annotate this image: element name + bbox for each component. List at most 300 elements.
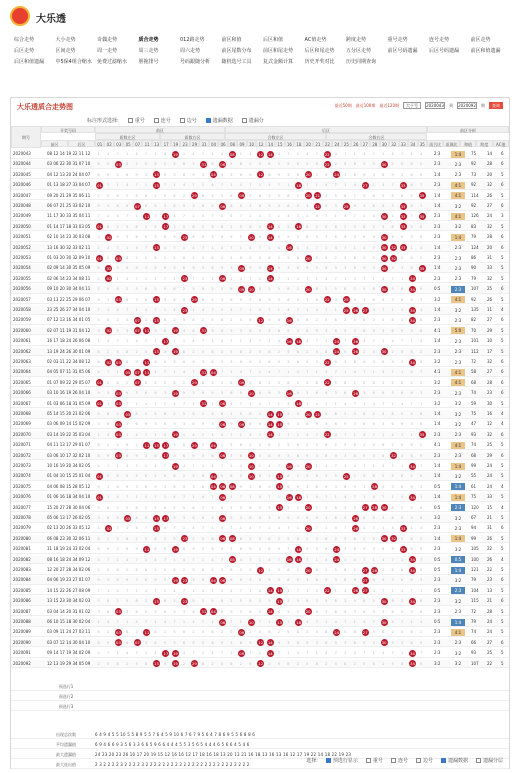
miss-count: 5 [182, 412, 186, 416]
miss-count: 4 [410, 183, 413, 188]
miss-count: 2 [230, 318, 233, 323]
ac-value: 3 [501, 213, 504, 219]
miss-count: 4 [220, 526, 224, 531]
miss-count: 4 [325, 370, 328, 375]
miss-count: 9 [230, 422, 233, 427]
miss-count: 3 [391, 578, 394, 583]
miss-count: 2 [277, 256, 280, 260]
miss-count: 2 [296, 474, 299, 479]
table-row [11, 223, 509, 232]
draw-numbers: 09 20 21 29 35 06 11 [47, 192, 91, 198]
number-ball: 14 [267, 151, 273, 157]
miss-count: 5 [306, 661, 309, 666]
miss-count: 9 [201, 422, 205, 427]
miss-count: 4 [372, 588, 375, 593]
nav-link[interactable]: 胆拖排号 [138, 59, 159, 65]
miss-count: 7 [325, 495, 328, 500]
miss-count: 8 [268, 443, 271, 448]
legend-option[interactable] [416, 757, 433, 764]
sum-value: 47 [471, 421, 477, 427]
miss-count: 6 [363, 328, 366, 333]
miss-count: 3 [201, 640, 205, 645]
miss-count: 5 [258, 443, 261, 448]
legend-option[interactable] [326, 757, 358, 764]
miss-count: 2 [182, 474, 186, 479]
miss-count: 3 [163, 204, 167, 208]
nav-link[interactable]: 复式金额计算 [263, 59, 294, 65]
miss-count: 8 [325, 536, 328, 541]
forecast-row-label: 预选行2 [58, 694, 74, 699]
number-ball: 18 [296, 557, 302, 563]
number-ball: 26 [353, 525, 359, 531]
marker-option[interactable] [128, 117, 145, 124]
miss-count: 6 [116, 578, 119, 583]
nav-link[interactable]: 质合走势 [138, 37, 159, 43]
miss-count: 7 [401, 152, 404, 156]
legend-option[interactable] [391, 757, 408, 764]
miss-count: 3 [420, 297, 423, 302]
sum-value: 94 [471, 525, 477, 531]
draw-numbers: 01 14 17 18 33 03 05 [47, 223, 91, 229]
number-ball: 20 [305, 505, 311, 511]
issue-number: 2020090 [13, 639, 31, 645]
span-value: 24 [487, 619, 493, 624]
miss-count: 3 [363, 297, 366, 302]
issue-number: 2020065 [13, 379, 31, 385]
miss-count: 2 [106, 256, 110, 260]
miss-count: 8 [391, 412, 394, 416]
miss-count: 6 [97, 360, 100, 364]
prime-composite-ratio: 2:3 [434, 317, 441, 323]
miss-count: 6 [116, 484, 119, 489]
analysis-cells [431, 160, 509, 168]
span-value: 21 [487, 515, 493, 520]
miss-count: 3 [306, 578, 309, 583]
nav-link[interactable]: 前区和值 [221, 37, 242, 43]
nav-link[interactable]: 历史同期查询 [346, 59, 377, 65]
miss-count: 7 [410, 588, 413, 593]
miss-count: 5 [363, 380, 366, 385]
miss-count: 9 [306, 266, 309, 271]
nav-link[interactable]: 后区走势 [14, 48, 35, 54]
nav-link[interactable]: 重号走势 [387, 37, 408, 43]
miss-count: 9 [258, 328, 261, 333]
nav-link[interactable]: 免费过滤缩水 [97, 59, 128, 65]
miss-count: 4 [144, 495, 148, 500]
number-ball: 03 [116, 453, 121, 459]
number-ball: 34 [410, 317, 415, 323]
miss-count: 1 [125, 339, 129, 344]
prime-even-ratio: 3:2 [454, 411, 462, 417]
number-ball: 03 [116, 609, 121, 615]
number-ball: 13 [153, 661, 159, 667]
miss-count: 6 [192, 328, 195, 333]
miss-count: 2 [116, 224, 119, 229]
miss-count: 4 [106, 620, 110, 624]
prime-composite-ratio: 1:4 [434, 265, 441, 271]
prime-even-ratio: 1:4 [451, 483, 465, 490]
miss-count: 6 [182, 360, 186, 364]
number-ball: 30 [381, 640, 387, 646]
statistic-label: 最大遗漏值 [56, 752, 76, 757]
miss-count: 9 [334, 640, 337, 645]
miss-count: 6 [315, 578, 318, 583]
miss-count: 6 [334, 516, 337, 520]
analysis-cells [431, 233, 509, 241]
draw-numbers: 04 06 19 23 27 01 07 [47, 577, 91, 583]
nav-link[interactable]: 前区和尾走势 [263, 48, 294, 54]
miss-count: 3 [344, 172, 347, 177]
checkbox[interactable] [128, 118, 133, 123]
miss-count: 9 [287, 328, 290, 333]
analysis-cells [431, 587, 509, 595]
sum-value: 101 [471, 338, 479, 344]
miss-count: 9 [97, 297, 100, 302]
compare-select[interactable]: 大于号 [403, 102, 421, 109]
draw-numbers: 03 06 09 14 15 02 09 [47, 421, 91, 427]
miss-count: 1 [230, 183, 233, 188]
miss-count: 4 [116, 214, 119, 219]
number-ball: 24 [334, 338, 340, 344]
legend-option[interactable] [441, 757, 468, 764]
miss-count: 2 [192, 630, 195, 635]
miss-count: 1 [315, 651, 318, 656]
miss-count: 1 [192, 495, 195, 500]
back-header: 后区 [225, 126, 427, 133]
miss-count: 5 [220, 568, 224, 572]
nav-link[interactable]: 周六走势 [180, 48, 201, 54]
miss-count: 2 [173, 505, 176, 510]
nav-link[interactable]: 奇偶走势 [97, 37, 118, 43]
miss-count: 2 [201, 318, 205, 323]
miss-count: 9 [382, 391, 385, 396]
nav-link[interactable]: 连号走势 [429, 37, 450, 43]
miss-count: 8 [230, 193, 233, 198]
miss-count: 6 [192, 235, 195, 240]
miss-count: 7 [382, 588, 385, 593]
miss-count: 1 [268, 526, 271, 531]
miss-count: 2 [287, 224, 290, 229]
nav-link[interactable]: 随机选号工具 [221, 59, 252, 65]
miss-count: 7 [382, 308, 385, 312]
number-ball: 30 [381, 245, 387, 251]
nav-link[interactable]: 综合走势 [14, 37, 35, 43]
span-value: 33 [487, 265, 493, 271]
miss-count: 8 [420, 412, 423, 416]
draw-numbers: 16 17 18 24 26 06 08 [47, 338, 91, 344]
nav-link[interactable]: 012路走势 [180, 37, 205, 43]
nav-link[interactable]: 前区走势 [470, 37, 491, 43]
nav-link[interactable]: 跨度走势 [346, 37, 367, 43]
number-cells [95, 628, 427, 636]
miss-count: 9 [211, 297, 214, 302]
miss-count: 8 [230, 380, 233, 385]
analysis-cells [431, 223, 509, 231]
prime-composite-ratio: 2:3 [434, 608, 441, 614]
miss-count: 6 [287, 297, 290, 302]
nav-link[interactable]: 前区号码遗漏 [387, 48, 418, 54]
span-value: 24 [487, 483, 493, 489]
nav-link[interactable]: 中5保4组合缩水 [55, 59, 92, 65]
number-ball: 19 [172, 328, 178, 334]
marker-option[interactable] [154, 117, 171, 124]
miss-count: 5 [192, 474, 195, 479]
marker-option[interactable] [180, 117, 197, 124]
miss-count: 7 [401, 620, 404, 624]
ac-value: 4 [501, 421, 504, 427]
miss-count: 1 [239, 620, 243, 624]
miss-count: 3 [230, 453, 233, 458]
miss-count: 6 [306, 422, 309, 427]
statistic-label: 最大连出值 [56, 762, 76, 767]
miss-count: 6 [363, 609, 366, 614]
number-ball: 13 [153, 317, 159, 323]
miss-count: 2 [135, 256, 138, 260]
miss-count: 3 [97, 235, 100, 240]
nav-link[interactable]: 后区号码遗漏 [429, 48, 460, 54]
checkbox[interactable] [366, 758, 371, 763]
miss-count: 2 [296, 661, 299, 666]
number-ball: 12 [258, 661, 264, 667]
miss-count: 3 [220, 297, 224, 302]
miss-count: 1 [163, 401, 167, 406]
miss-count: 7 [268, 401, 271, 406]
number-ball: 32 [391, 453, 396, 459]
miss-count: 7 [201, 432, 205, 437]
checkbox[interactable] [242, 118, 247, 123]
site-logo-icon[interactable] [10, 6, 30, 26]
miss-count: 7 [125, 495, 129, 500]
miss-count: 4 [154, 557, 157, 562]
issue-number: 2020057 [13, 296, 31, 302]
number-ball: 19 [172, 390, 178, 396]
miss-count: 9 [277, 360, 280, 364]
issue-number: 2020077 [13, 504, 31, 510]
analysis-cells [431, 296, 509, 304]
forecast-row[interactable] [11, 703, 509, 711]
miss-count: 2 [135, 443, 138, 448]
miss-count: 5 [410, 224, 413, 229]
miss-count: 9 [344, 235, 347, 240]
miss-count: 3 [182, 422, 186, 427]
issue-number: 2020086 [13, 598, 31, 604]
option-label: 重号 [134, 118, 145, 124]
miss-count: 3 [182, 609, 186, 614]
miss-count: 1 [277, 308, 280, 312]
miss-count: 9 [192, 640, 195, 645]
miss-count: 3 [325, 328, 328, 333]
legend-option[interactable] [476, 757, 503, 764]
miss-count: 8 [211, 630, 214, 635]
prime-composite-ratio: 1:4 [434, 473, 441, 479]
checkbox[interactable] [154, 118, 159, 123]
miss-count: 9 [315, 516, 318, 520]
nav-link[interactable]: 后区和值 [263, 37, 284, 43]
miss-count: 8 [192, 224, 195, 229]
miss-count: 8 [420, 224, 423, 229]
checkbox[interactable] [206, 118, 211, 123]
analysis-cells [431, 244, 509, 252]
checkbox[interactable] [476, 758, 481, 763]
miss-count: 9 [287, 235, 290, 240]
nav-link[interactable]: 前区和值遗漏 [470, 48, 501, 54]
query-button[interactable]: 查询 [489, 102, 503, 109]
number-ball: 06 [220, 494, 226, 500]
number-ball: 33 [400, 213, 406, 219]
miss-count: 9 [401, 328, 404, 333]
miss-count: 7 [277, 557, 280, 562]
draw-numbers: 01 04 10 15 25 01 04 [47, 473, 91, 479]
miss-count: 6 [401, 391, 404, 396]
miss-count: 5 [382, 224, 385, 229]
miss-count: 6 [363, 235, 366, 240]
table-row [11, 420, 509, 429]
miss-count: 2 [296, 287, 299, 292]
sum-value: 100 [471, 556, 479, 562]
miss-count: 5 [173, 536, 176, 541]
miss-count: 9 [372, 328, 375, 333]
miss-count: 6 [230, 297, 233, 302]
column-header: 11 [142, 140, 151, 147]
legend-option[interactable] [366, 757, 383, 764]
nav-link[interactable]: 后区和尾走势 [304, 48, 335, 54]
checkbox[interactable] [180, 118, 185, 123]
number-ball: 02 [106, 234, 112, 240]
checkbox[interactable] [326, 758, 331, 763]
miss-count: 7 [391, 464, 394, 468]
checkbox[interactable] [441, 758, 446, 763]
miss-count: 6 [382, 360, 385, 364]
miss-count: 5 [344, 162, 347, 167]
number-ball: 35 [419, 193, 425, 199]
nav-link[interactable]: AC值走势 [304, 37, 327, 43]
nav-link[interactable]: 五分区走势 [346, 48, 372, 54]
miss-count: 4 [192, 526, 195, 531]
analysis-cells [431, 566, 509, 574]
nav-link[interactable]: 周三走势 [138, 48, 159, 54]
miss-count: 6 [173, 297, 176, 302]
miss-count: 1 [353, 245, 356, 250]
analysis-cells [431, 514, 509, 522]
span-value: 27 [487, 639, 493, 645]
miss-count: 7 [306, 651, 309, 656]
from-issue-input[interactable]: 2020043 [426, 103, 444, 108]
analysis-cells [431, 410, 509, 418]
miss-count: 1 [106, 588, 110, 593]
forecast-row[interactable] [11, 693, 509, 701]
marker-option[interactable] [206, 117, 233, 124]
prime-composite-ratio: 2:3 [434, 546, 441, 552]
table-row [11, 171, 509, 180]
miss-count: 3 [239, 328, 243, 333]
statistic-row [11, 741, 509, 749]
miss-count: 3 [201, 360, 205, 364]
nav-link[interactable]: 前区尾数分布 [221, 48, 252, 54]
miss-count: 8 [144, 474, 148, 479]
number-cells [95, 212, 427, 220]
miss-count: 4 [363, 526, 366, 531]
miss-count: 8 [287, 661, 290, 666]
nav-link[interactable]: 号码跟随分析 [180, 59, 211, 65]
miss-count: 6 [277, 609, 280, 614]
miss-count: 7 [296, 588, 299, 593]
sum-value: 114 [471, 192, 479, 198]
miss-count: 6 [401, 297, 404, 302]
miss-count: 2 [192, 256, 195, 260]
miss-count: 2 [182, 193, 186, 198]
miss-count: 9 [277, 172, 280, 177]
nav-link[interactable]: 大小走势 [55, 37, 76, 43]
miss-count: 2 [420, 256, 423, 260]
marker-option[interactable] [242, 117, 264, 124]
number-ball: 03 [116, 640, 121, 646]
miss-count: 9 [325, 204, 328, 208]
miss-count: 2 [382, 568, 385, 572]
nav-link[interactable]: 周一走势 [97, 48, 118, 54]
miss-count: 2 [163, 256, 167, 260]
miss-count: 3 [296, 235, 299, 240]
miss-count: 5 [315, 256, 318, 260]
miss-count: 5 [277, 287, 280, 292]
ac-value: 5 [501, 255, 504, 260]
table-row [11, 556, 509, 565]
number-ball: 19 [172, 661, 178, 667]
to-issue-input[interactable]: 2020092 [458, 103, 476, 108]
miss-count: 4 [135, 339, 138, 344]
number-ball: 28 [372, 505, 377, 511]
table-row [11, 306, 509, 315]
number-ball: 14 [267, 276, 273, 282]
miss-count: 3 [144, 266, 148, 271]
miss-count: 7 [230, 526, 233, 531]
checkbox[interactable] [391, 758, 396, 763]
miss-count: 7 [135, 276, 138, 281]
miss-count: 6 [144, 484, 148, 489]
recent-50-link[interactable]: 最近50期 [334, 102, 352, 108]
nav-link[interactable]: 后区和值遗漏 [14, 59, 45, 65]
miss-count: 3 [344, 360, 347, 364]
number-ball: 10 [248, 234, 254, 240]
nav-link[interactable]: 历史开奖对比 [304, 59, 335, 65]
nav-link[interactable]: 区间走势 [55, 48, 76, 54]
miss-count: 4 [97, 557, 100, 562]
miss-count: 2 [201, 599, 205, 604]
checkbox[interactable] [416, 758, 421, 763]
miss-count: 2 [173, 412, 176, 416]
prime-composite-ratio: 3:2 [434, 296, 441, 302]
miss-count: 2 [163, 630, 167, 635]
miss-count: 6 [154, 640, 157, 645]
number-ball: 32 [391, 536, 396, 542]
miss-count: 1 [116, 651, 119, 656]
ac-value: 5 [501, 515, 504, 520]
miss-count: 8 [182, 256, 186, 260]
prime-even-ratio: 2:3 [454, 161, 462, 167]
miss-count: 2 [334, 162, 337, 167]
recent-100-link[interactable]: 最近100期 [355, 102, 376, 108]
miss-count: 3 [239, 235, 243, 240]
miss-count: 8 [106, 505, 110, 510]
miss-count: 5 [173, 630, 176, 635]
forecast-row[interactable] [11, 683, 509, 691]
miss-count: 7 [315, 432, 318, 437]
miss-count: 9 [353, 297, 356, 302]
recent-120-link[interactable]: 最近120期 [379, 102, 399, 108]
number-ball: 08 [229, 557, 235, 563]
miss-count: 6 [182, 266, 186, 271]
miss-count: 4 [220, 339, 224, 344]
miss-count: 7 [135, 464, 138, 468]
